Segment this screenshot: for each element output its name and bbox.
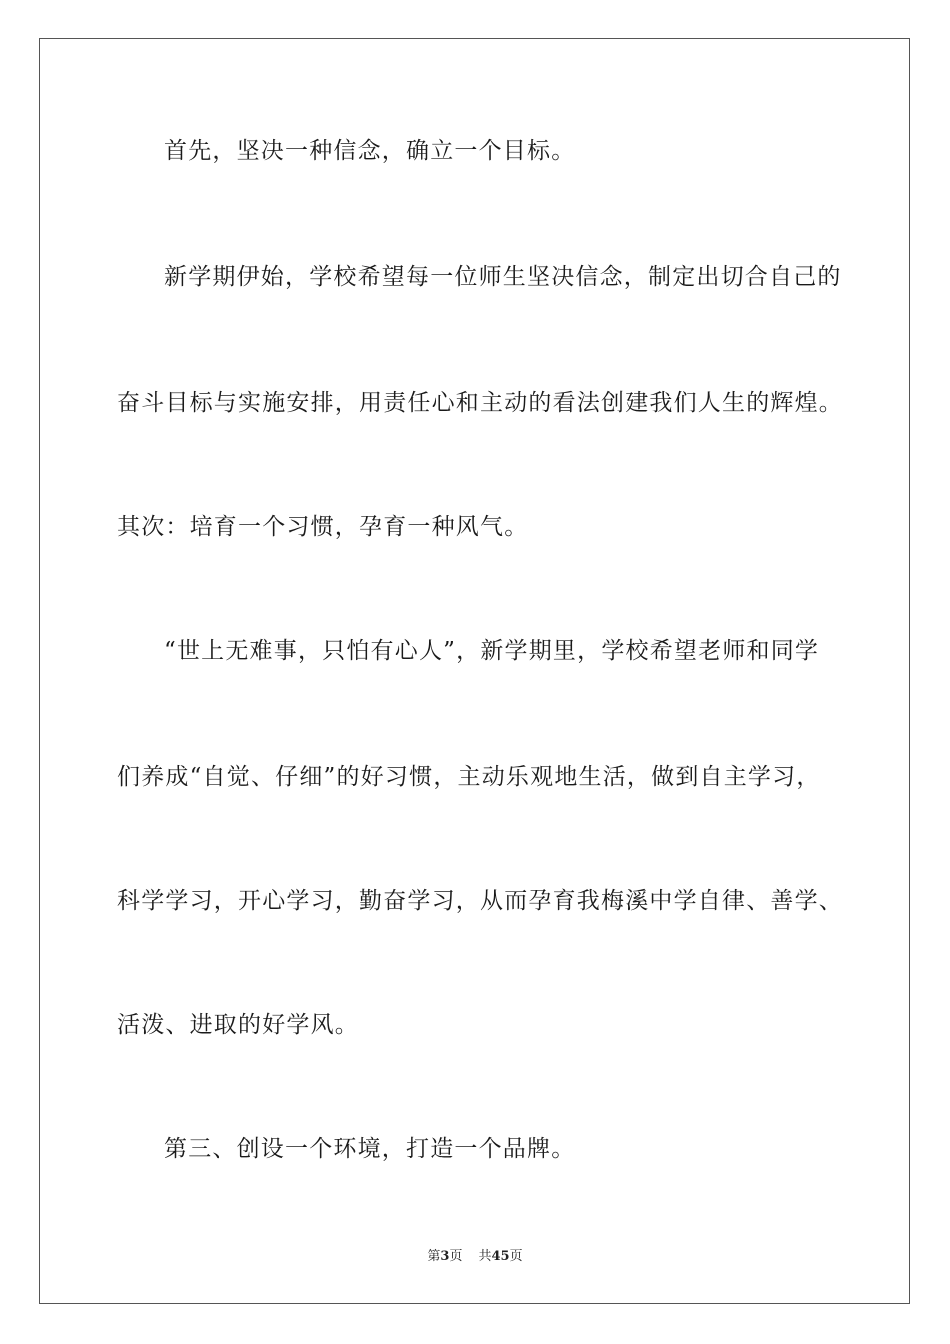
page-border: [39, 38, 910, 1304]
page-suffix: 页: [449, 1249, 463, 1264]
total-suffix: 页: [509, 1249, 523, 1264]
page-number: 3: [440, 1249, 450, 1264]
paragraph-line-7: 科学学习，开心学习，勤奋学习，从而孕育我梅溪中学自律、善学、: [117, 888, 843, 914]
paragraph-line-4: 其次：培育一个习惯，孕育一种风气。: [117, 514, 529, 540]
paragraph-line-3: 奋斗目标与实施安排，用责任心和主动的看法创建我们人生的辉煌。: [117, 390, 843, 416]
paragraph-line-2: 新学期伊始，学校希望每一位师生坚决信念，制定出切合自己的: [164, 264, 842, 290]
paragraph-line-9: 第三、创设一个环境，打造一个品牌。: [164, 1136, 576, 1162]
total-prefix: 共: [478, 1249, 492, 1264]
paragraph-line-6: 们养成“自觉、仔细”的好习惯，主动乐观地生活，做到自主学习，: [117, 764, 821, 790]
page-prefix: 第: [427, 1249, 441, 1264]
paragraph-line-5: “世上无难事，只怕有心人”，新学期里，学校希望老师和同学: [164, 638, 820, 664]
total-pages: 45: [491, 1249, 510, 1264]
paragraph-line-8: 活泼、进取的好学风。: [117, 1012, 359, 1038]
paragraph-line-1: 首先，坚决一种信念，确立一个目标。: [164, 138, 576, 164]
page-footer: [0, 1248, 950, 1266]
